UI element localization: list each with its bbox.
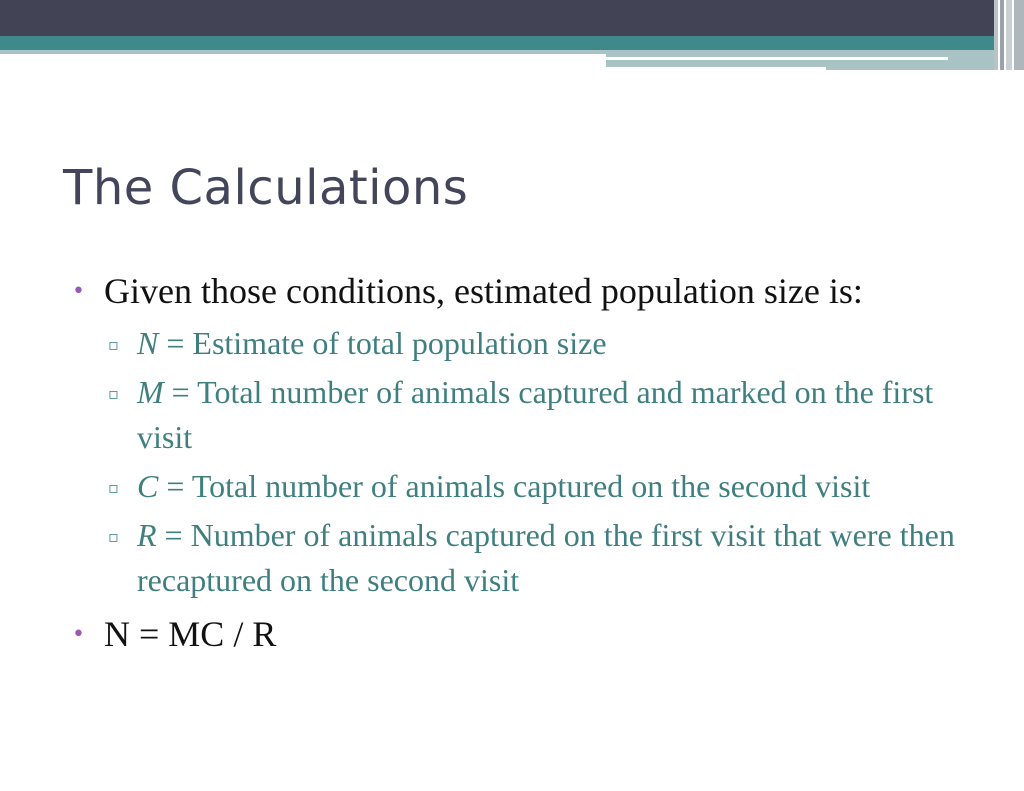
- definition-item: [72, 464, 972, 509]
- intro-text: Given those conditions, estimated population size is:: [104, 271, 863, 311]
- definition-variable: N: [137, 325, 159, 361]
- definition-text: = Number of animals captured on the first visit that were then recaptured on the second visit: [137, 517, 955, 598]
- sub-bullet-icon: ▫: [108, 384, 119, 403]
- definition-item: [72, 513, 972, 603]
- bullet-dot-icon: •: [72, 279, 85, 304]
- header-white-line: [606, 57, 948, 60]
- bullet-intro: [72, 268, 972, 315]
- header-dark-bar: [0, 0, 1024, 36]
- sub-bullet-icon: ▫: [108, 335, 119, 354]
- definition-variable: C: [137, 468, 159, 504]
- definition-item: [72, 321, 972, 366]
- sub-bullet-icon: ▫: [108, 527, 119, 546]
- header-teal-bar: [0, 36, 1024, 50]
- formula-text: N = MC / R: [104, 614, 277, 654]
- slide-title: The Calculations: [63, 160, 469, 216]
- bullet-dot-icon: •: [72, 622, 85, 647]
- definition-variable: M: [137, 374, 164, 410]
- definition-text: = Estimate of total population size: [158, 325, 607, 361]
- bullet-formula: [72, 611, 972, 658]
- definition-variable: R: [137, 517, 157, 553]
- definitions-list: [72, 321, 972, 603]
- header-vertical-stripes: [994, 0, 1024, 70]
- definition-text: = Total number of animals captured and marked on the first visit: [137, 374, 934, 455]
- header-light-bar-left: [0, 50, 606, 54]
- definition-item: [72, 370, 972, 460]
- header-white-line-2: [606, 67, 826, 70]
- slide-body: [72, 268, 972, 658]
- sub-bullet-icon: ▫: [108, 478, 119, 497]
- definition-text: = Total number of animals captured on the second visit: [158, 468, 871, 504]
